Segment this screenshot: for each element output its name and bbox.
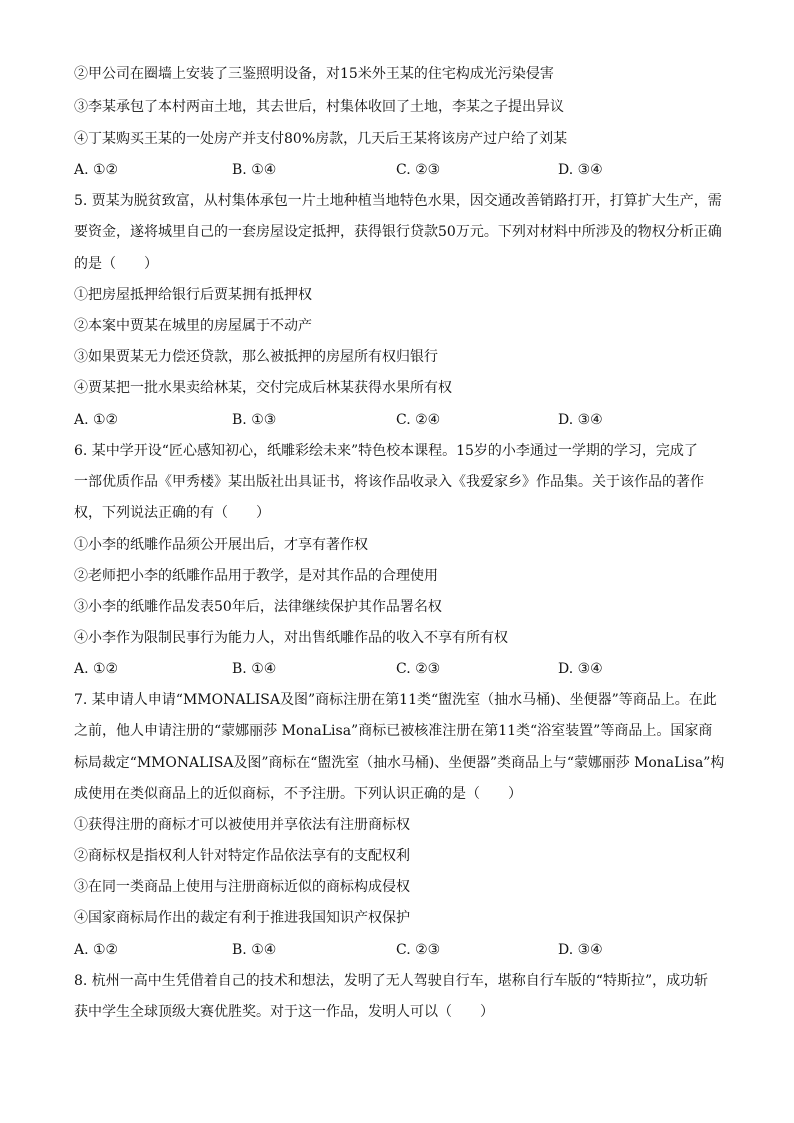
- q6-item-4: ④小李作为限制民事行为能力人，对出售纸雕作品的收入不享有所有权: [74, 630, 508, 646]
- q7-item-4: ④国家商标局作出的裁定有利于推进我国知识产权保护: [74, 910, 410, 926]
- q4-item-2: ②甲公司在圈墙上安装了三鉴照明设备，对15米外王某的住宅构成光污染侵害: [74, 66, 554, 82]
- q7-stem-line-3: 标局裁定“MMONALISA及图”商标在“盥洗室（抽水马桶)、坐便器”类商品上与“蒙娜丽莎 MonaLisa”构: [74, 755, 725, 771]
- option-c[interactable]: C. ②③: [396, 162, 441, 178]
- q5-item-2: ②本案中贾某在城里的房屋属于不动产: [74, 318, 312, 334]
- option-c[interactable]: C. ②④: [396, 412, 441, 428]
- option-a[interactable]: A. ①②: [74, 942, 119, 958]
- q6-stem-line-2: 一部优质作品《甲秀楼》某出版社出具证书，将该作品收录入《我爱家乡》作品集。关于该作品的著作: [74, 474, 704, 490]
- q6-item-1: ①小李的纸雕作品须公开展出后，才享有著作权: [74, 537, 368, 553]
- option-b[interactable]: B. ①④: [232, 942, 277, 958]
- option-b[interactable]: B. ①④: [232, 162, 277, 178]
- q5-item-1: ①把房屋抵押给银行后贾某拥有抵押权: [74, 287, 312, 303]
- option-c[interactable]: C. ②③: [396, 942, 441, 958]
- q6-stem-line-3: 权，下列说法正确的有（ ）: [74, 505, 270, 521]
- option-d[interactable]: D. ③④: [558, 942, 603, 958]
- option-b[interactable]: B. ①③: [232, 412, 277, 428]
- option-a[interactable]: A. ①②: [74, 661, 119, 677]
- q4-item-3: ③李某承包了本村两亩土地，其去世后，村集体收回了土地，李某之子提出异议: [74, 99, 564, 115]
- q5-item-3: ③如果贾某无力偿还贷款，那么被抵押的房屋所有权归银行: [74, 349, 438, 365]
- option-d[interactable]: D. ③④: [558, 412, 603, 428]
- q5-stem-line-1: 5. 贾某为脱贫致富，从村集体承包一片土地种植当地特色水果，因交通改善销路打开，打算扩大生产，需: [74, 193, 722, 209]
- option-a[interactable]: A. ①②: [74, 162, 119, 178]
- q5-stem-line-2: 要资金，遂将城里自己的一套房屋设定抵押，获得银行贷款50万元。下列对材料中所涉及的物权分析正确: [74, 224, 722, 240]
- q5-item-4: ④贾某把一批水果卖给林某，交付完成后林某获得水果所有权: [74, 380, 452, 396]
- q6-stem-line-1: 6. 某中学开设“匠心感知初心，纸雕彩绘未来”特色校本课程。15岁的小李通过一学期的学习，完成了: [74, 443, 698, 459]
- q6-item-3: ③小李的纸雕作品发表50年后，法律继续保护其作品署名权: [74, 599, 442, 615]
- q7-item-2: ②商标权是指权利人针对特定作品依法享有的支配权利: [74, 848, 410, 864]
- q4-item-4: ④丁某购买王某的一处房产并支付80%房款，几天后王某将该房产过户给了刘某: [74, 131, 568, 147]
- option-b[interactable]: B. ①④: [232, 661, 277, 677]
- q7-item-3: ③在同一类商品上使用与注册商标近似的商标构成侵权: [74, 879, 410, 895]
- q6-item-2: ②老师把小李的纸雕作品用于教学，是对其作品的合理使用: [74, 568, 438, 584]
- q8-stem-line-1: 8. 杭州一高中生凭借着自己的技术和想法，发明了无人驾驶自行车，堪称自行车版的“特斯拉”，成功斩: [74, 973, 709, 989]
- q8-stem-line-2: 获中学生全球顶级大赛优胜奖。对于这一作品，发明人可以（ ）: [74, 1004, 494, 1020]
- q7-stem-line-2: 之前，他人申请注册的“蒙娜丽莎 MonaLisa”商标已被核准注册在第11类“浴室装置”等商品上。国家商: [74, 723, 713, 739]
- option-a[interactable]: A. ①②: [74, 412, 119, 428]
- option-c[interactable]: C. ②③: [396, 661, 441, 677]
- option-d[interactable]: D. ③④: [558, 162, 603, 178]
- q7-item-1: ①获得注册的商标才可以被使用并享依法有注册商标权: [74, 817, 410, 833]
- q7-stem-line-4: 成使用在类似商品上的近似商标，不予注册。下列认识正确的是（ ）: [74, 786, 522, 802]
- q5-stem-line-3: 的是（ ）: [74, 256, 158, 272]
- option-d[interactable]: D. ③④: [558, 661, 603, 677]
- q7-stem-line-1: 7. 某申请人申请“MMONALISA及图”商标注册在第11类“盥洗室（抽水马桶)、坐便器”等商品上。在此: [74, 692, 717, 708]
